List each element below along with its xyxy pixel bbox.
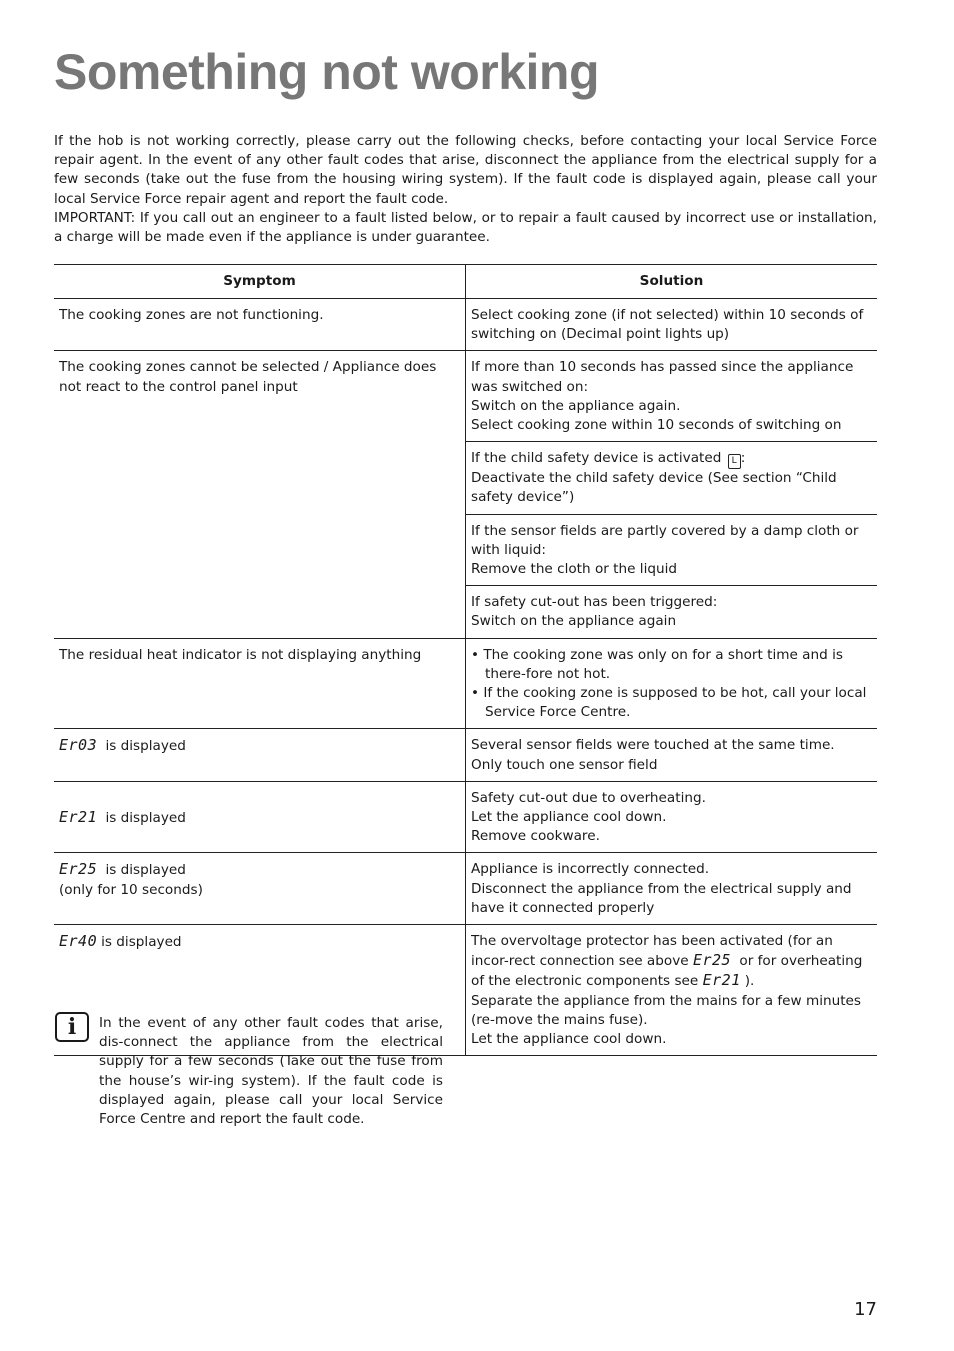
solution-line: Switch on the appliance again. [471, 397, 681, 414]
page-title: Something not working [54, 44, 600, 100]
solution-line: If safety cut-out has been triggered: [471, 594, 718, 611]
solution-line: Safety cut-out due to overheating. [471, 789, 706, 806]
solution-line: Appliance is incorrectly connected. [471, 861, 710, 878]
solution-text: : [740, 450, 746, 467]
solution-text: or for overheating of the electronic components see [471, 953, 863, 990]
solution-cell [466, 925, 878, 1056]
error-code: Er03 [59, 736, 98, 755]
table-header-row [54, 265, 877, 299]
solution-cell [466, 853, 878, 925]
intro-text [54, 132, 877, 247]
symptom-line [59, 860, 459, 880]
error-code: Er21 [59, 807, 98, 826]
solution-cell [466, 781, 878, 853]
intro-paragraph: If the hob is not working correctly, please carry out the following checks, before contacting your local Service Force repair agent. In the event of any other fault codes that arise, disconnect the appliance from the electrical supply for a few seconds (take out the fuse from the housing wiring system). If the fault code is displayed again, please call your local Service Force repair agent and report the fault code. [54, 133, 877, 207]
troubleshooting-table [54, 264, 877, 1056]
symptom-header: Symptom [54, 265, 466, 299]
solution-line: Only touch one sensor field [471, 756, 658, 773]
symptom-text: is displayed [105, 738, 186, 755]
solution-line: Deactivate the child safety device (See section “Child safety device”) [471, 470, 837, 506]
symptom-line: (only for 10 seconds) [59, 881, 203, 898]
error-code: Er25 [692, 951, 732, 970]
table-row [54, 638, 877, 729]
solution-text: ). [744, 973, 755, 990]
table-row [54, 853, 877, 925]
solution-text: The overvoltage protector has been activated (for an incor-rect connection see above [471, 933, 833, 970]
solution-text: If the child safety device is activated [471, 450, 722, 467]
bullet-icon: • [471, 646, 480, 663]
solution-text: If the cooking zone is supposed to be hot, call your local Service Force Centre. [483, 685, 867, 721]
solution-line: If more than 10 seconds has passed since the appliance was switched on: [471, 359, 854, 395]
solution-line: Disconnect the appliance from the electrical supply and have it connected properly [471, 880, 852, 916]
error-code: Er25 [59, 860, 98, 879]
solution-line: Let the appliance cool down. [471, 1031, 667, 1048]
symptom-text: is displayed [101, 934, 182, 951]
solution-line: Select cooking zone within 10 seconds of switching on [471, 417, 842, 434]
solution-cell [466, 638, 878, 729]
symptom-cell [54, 853, 466, 925]
symptom-cell: The residual heat indicator is not displaying anything [54, 638, 466, 729]
bullet-icon: • [471, 685, 480, 702]
solution-line: Remove cookware. [471, 828, 600, 845]
symptom-cell [54, 781, 466, 853]
table-row [54, 299, 877, 351]
symptom-cell [54, 729, 466, 781]
symptom-cell: The cooking zones are not functioning. [54, 299, 466, 351]
solution-line: Several sensor fields were touched at the same time. [471, 737, 835, 754]
solution-line [471, 449, 871, 469]
symptom-text: is displayed [105, 809, 186, 826]
solution-bullet-list [471, 646, 871, 723]
table-row [54, 351, 877, 442]
solution-line: Switch on the appliance again [471, 613, 677, 630]
error-code: Er40 [59, 932, 98, 951]
list-item [471, 646, 871, 684]
symptom-text: is displayed [105, 862, 186, 879]
solution-line: Let the appliance cool down. [471, 809, 667, 826]
info-icon: i [55, 1012, 89, 1042]
error-code: Er21 [702, 971, 741, 990]
table-row [54, 781, 877, 853]
child-lock-icon: L [728, 454, 741, 469]
solution-line [471, 932, 871, 992]
solution-line: Remove the cloth or the liquid [471, 561, 678, 578]
info-note-text: In the event of any other fault codes that arise, dis-connect the appliance from the electrical supply for a few seconds (Take out the fuse from the house’s wir-ing system). If the fault code is displayed again, please call your local Service Force Centre and report the fault code. [99, 1015, 443, 1128]
important-paragraph: IMPORTANT: If you call out an engineer to a fault listed below, or to repair a fault caused by incorrect use or installation, a charge will be made even if the appliance is under guarantee. [54, 209, 877, 246]
page-number: 17 [854, 1299, 877, 1320]
list-item [471, 684, 871, 722]
solution-line: Separate the appliance from the mains for a few minutes (re-move the mains fuse). [471, 992, 861, 1028]
solution-header: Solution [466, 265, 878, 299]
solution-text: The cooking zone was only on for a short time and is there-fore not hot. [483, 646, 843, 682]
solution-cell [466, 442, 878, 514]
solution-cell [466, 514, 878, 586]
solution-line: If the sensor fields are partly covered by a damp cloth or with liquid: [471, 522, 859, 558]
solution-cell [466, 351, 878, 442]
symptom-cell: The cooking zones cannot be selected / Appliance does not react to the control panel input [54, 351, 466, 638]
solution-cell: Select cooking zone (if not selected) within 10 seconds of switching on (Decimal point lights up) [466, 299, 878, 351]
solution-cell [466, 729, 878, 781]
solution-cell [466, 586, 878, 638]
table-row [54, 729, 877, 781]
